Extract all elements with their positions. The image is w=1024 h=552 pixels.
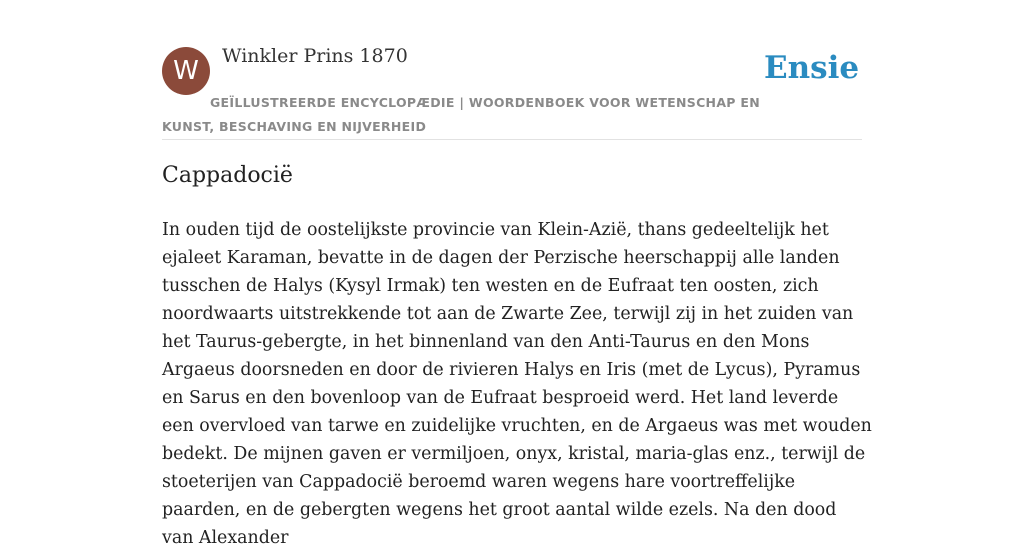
avatar: W: [162, 47, 210, 95]
brand-logo[interactable]: Ensie: [764, 50, 860, 86]
article-body: In ouden tijd de oostelijkste provincie van Klein-Azië, thans gedeeltelijk het ejaleet Karaman, bevatte in de dagen der Perzische heerschappij alle landen tusschen de Halys (Kysyl Irmak) ten westen en de Eufraat ten oosten, zich noordwaarts uitstrekkende tot aan de Zwarte Zee, terwijl zij in het zuiden van het Taurus-gebergte, in het binnenland van den Anti-Taurus en den Mons Argaeus doorsneden en door de rivieren Halys en Iris (met de Lycus), Pyramus en Sarus en den bovenloop van de Eufraat besproeid werd. Het land leverde een overvloed van tarwe en zuidelijke vruchten, en de Argaeus was met wouden bedekt. De mijnen gaven er vermiljoen, onyx, kristal, maria-glas enz., terwijl de stoeterijen van Cappadocië beroemd waren wegens hare voortreffelijke paarden, en de gebergten wegens het groot aantal wilde ezels. Na den dood van Alexander: [162, 220, 872, 548]
source-title[interactable]: Winkler Prins 1870: [222, 45, 408, 67]
source-subtitle: GEÏLLUSTREERDE ENCYCLOPÆDIE | WOORDENBOEK VOOR WETENSCHAP EN KUNST, BESCHAVING EN NIJVERHEID: [162, 95, 760, 134]
header-divider: [162, 139, 862, 140]
page-title: Cappadocië: [162, 163, 293, 188]
